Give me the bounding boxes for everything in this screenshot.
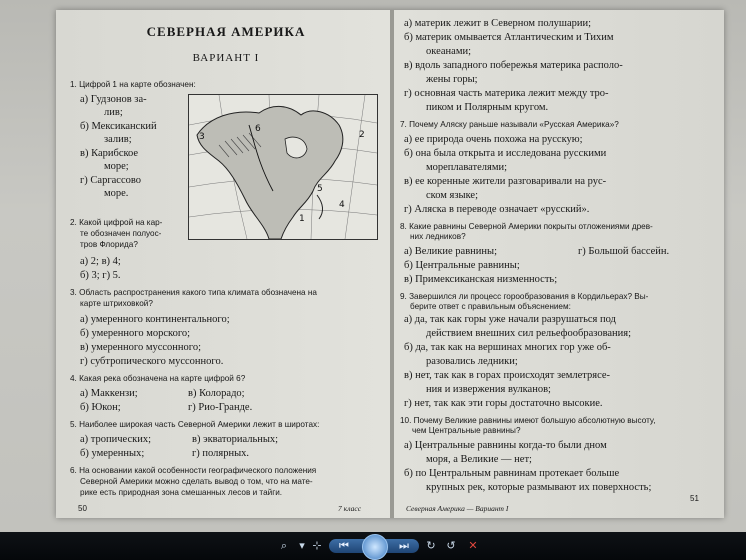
- answer-1b-cont: залив;: [104, 134, 132, 145]
- question-7: 7. Почему Аляску раньше называли «Русская Америка»?: [400, 120, 619, 129]
- page-number-right: 51: [690, 494, 699, 503]
- answer-10a-cont: моря, а Великие — нет;: [426, 454, 532, 465]
- answer-10b: б) по Центральным равнинам протекает больше: [404, 468, 620, 479]
- answer-7c: в) ее коренные жители разговаривали на рус-: [404, 176, 607, 187]
- answer-1d-cont: море.: [104, 188, 129, 199]
- answer-1d: г) Саргассово: [80, 175, 142, 186]
- answer-9a: а) да, так как горы уже начали разрушаться под: [404, 314, 616, 325]
- answer-3b: б) умеренного морского;: [80, 328, 191, 339]
- delete-icon[interactable]: ✕: [468, 539, 478, 552]
- question-9-line2: берите ответ с правильным объяснением:: [410, 302, 571, 311]
- answer-6d-cont: пиком и Полярным кругом.: [426, 102, 549, 113]
- answer-1a: а) Гудзонов за-: [80, 94, 147, 105]
- answer-3d: г) субтропического муссонного.: [80, 356, 224, 367]
- answer-8a: а) Великие равнины;: [404, 246, 498, 257]
- question-1: 1. Цифрой 1 на карте обозначен:: [70, 80, 196, 89]
- answer-6b: б) материк омывается Атлантическим и Тихим: [404, 32, 614, 43]
- answer-5a: а) тропических;: [80, 434, 151, 445]
- answer-1a-cont: лив;: [104, 107, 123, 118]
- map-label: 2: [359, 130, 365, 140]
- answer-1c: в) Карибское: [80, 148, 139, 159]
- question-6-line1: 6. На основании какой особенности географического положения: [70, 466, 317, 475]
- answer-5c: в) экваториальных;: [192, 434, 279, 445]
- answer-6b-cont: океанами;: [426, 46, 471, 57]
- page-title: СЕВЕРНАЯ АМЕРИКА: [146, 24, 306, 39]
- footer-right: Северная Америка — Вариант I: [406, 504, 509, 513]
- answer-8c: в) Примексиканская низменность;: [404, 274, 558, 285]
- answer-9a-cont: действием внешних сил рельефообразования;: [426, 328, 632, 339]
- answer-6a: а) материк лежит в Северном полушарии;: [404, 18, 592, 29]
- viewer-toolbar: [0, 532, 746, 560]
- answer-9c-cont: ния и извержения вулканов;: [426, 384, 551, 395]
- answer-9b-cont: разовались ледники;: [426, 356, 518, 367]
- question-10-line2: чем Центральные равнины?: [412, 426, 521, 435]
- question-2-line1: 2. Какой цифрой на кар-: [70, 218, 163, 227]
- variant-heading: ВАРИАНТ I: [192, 52, 260, 64]
- page-number-left: 50: [78, 504, 87, 513]
- answer-3c: в) умеренного муссонного;: [80, 342, 201, 353]
- question-6-line2: Северной Америки можно сделать вывод о том, что на мате-: [80, 477, 313, 486]
- map-label: 6: [255, 124, 261, 134]
- previous-icon[interactable]: ⏮: [339, 539, 349, 552]
- answer-7b-cont: мореплавателями;: [426, 162, 508, 173]
- textbook-spread: [56, 10, 724, 518]
- question-8-line2: них ледников?: [410, 232, 466, 241]
- answer-8b: б) Центральные равнины;: [404, 260, 520, 271]
- slideshow-button[interactable]: [362, 534, 388, 560]
- map-label: 4: [339, 200, 345, 210]
- left-page: [56, 10, 390, 518]
- answer-8d: г) Большой бассейн.: [578, 246, 670, 257]
- answer-7d: г) Аляска в переводе означает «русский».: [404, 204, 590, 215]
- question-5: 5. Наиболее широкая часть Северной Америки лежит в широтах:: [70, 420, 320, 429]
- answer-6c: в) вдоль западного побережья материка располо-: [404, 60, 623, 71]
- answer-10a: а) Центральные равнины когда-то были дном: [404, 440, 607, 451]
- next-icon[interactable]: ⏭: [399, 539, 409, 552]
- answer-7c-cont: ском языке;: [426, 190, 478, 201]
- map-label: 5: [317, 184, 323, 194]
- answer-1c-cont: море;: [104, 161, 129, 172]
- answer-9d: г) нет, так как эти горы достаточно высокие.: [404, 398, 603, 409]
- rotate-clockwise-icon[interactable]: ↺: [446, 539, 456, 552]
- answer-5b: б) умеренных;: [80, 448, 145, 459]
- answer-2-row2: б) 3; г) 5.: [80, 270, 121, 281]
- answer-4c: в) Колорадо;: [188, 388, 245, 399]
- fit-icon[interactable]: ⊹: [312, 539, 322, 552]
- answer-9b: б) да, так как на вершинах многих гор уже об-: [404, 342, 611, 353]
- question-6-line3: рике есть природная зона смешанных лесов и тайги.: [80, 488, 283, 497]
- answer-7a: а) ее природа очень похожа на русскую;: [404, 134, 583, 145]
- answer-3a: а) умеренного континентального;: [80, 314, 230, 325]
- question-2-line3: тров Флорида?: [80, 240, 138, 249]
- map-label: 3: [199, 132, 205, 142]
- answer-6c-cont: жены горы;: [426, 74, 478, 85]
- zoom-icon[interactable]: ⌕: [280, 539, 288, 552]
- question-10-line1: 10. Почему Великие равнины имеют большую абсолютную высоту,: [400, 416, 656, 425]
- right-page: [394, 10, 724, 518]
- question-3-line1: 3. Область распространения какого типа климата обозначена на: [70, 288, 317, 297]
- question-4: 4. Какая река обозначена на карте цифрой 6?: [70, 374, 246, 383]
- rotate-icon[interactable]: ↻: [426, 539, 436, 552]
- answer-1b: б) Мексиканский: [80, 121, 157, 132]
- answer-4a: а) Маккензи;: [80, 388, 138, 399]
- answer-4b: б) Юкон;: [80, 402, 121, 413]
- question-2-line2: те обозначен полуос-: [80, 229, 162, 238]
- answer-2-row1: а) 2; в) 4;: [80, 256, 121, 267]
- chevron-down-icon[interactable]: ▾: [299, 539, 305, 552]
- answer-10b-cont: крупных рек, которые размывают их поверхность;: [426, 482, 652, 493]
- answer-7b: б) она была открыта и исследована русскими: [404, 148, 607, 159]
- north-america-map: [188, 94, 378, 240]
- map-label: 1: [299, 214, 305, 224]
- question-3-line2: карте штриховкой?: [80, 299, 153, 308]
- question-8-line1: 8. Какие равнины Северной Америки покрыты отложениями древ-: [400, 222, 653, 231]
- answer-6d: г) основная часть материка лежит между тро-: [404, 88, 609, 99]
- answer-5d: г) полярных.: [192, 448, 250, 459]
- answer-4d: г) Рио-Гранде.: [188, 402, 253, 413]
- question-9-line1: 9. Завершился ли процесс горообразования в Кордильерах? Вы-: [400, 292, 649, 301]
- footer-left: 7 класс: [338, 504, 362, 513]
- answer-9c: в) нет, так как в горах происходят землетрясе-: [404, 370, 611, 381]
- map-drawing: [189, 95, 377, 239]
